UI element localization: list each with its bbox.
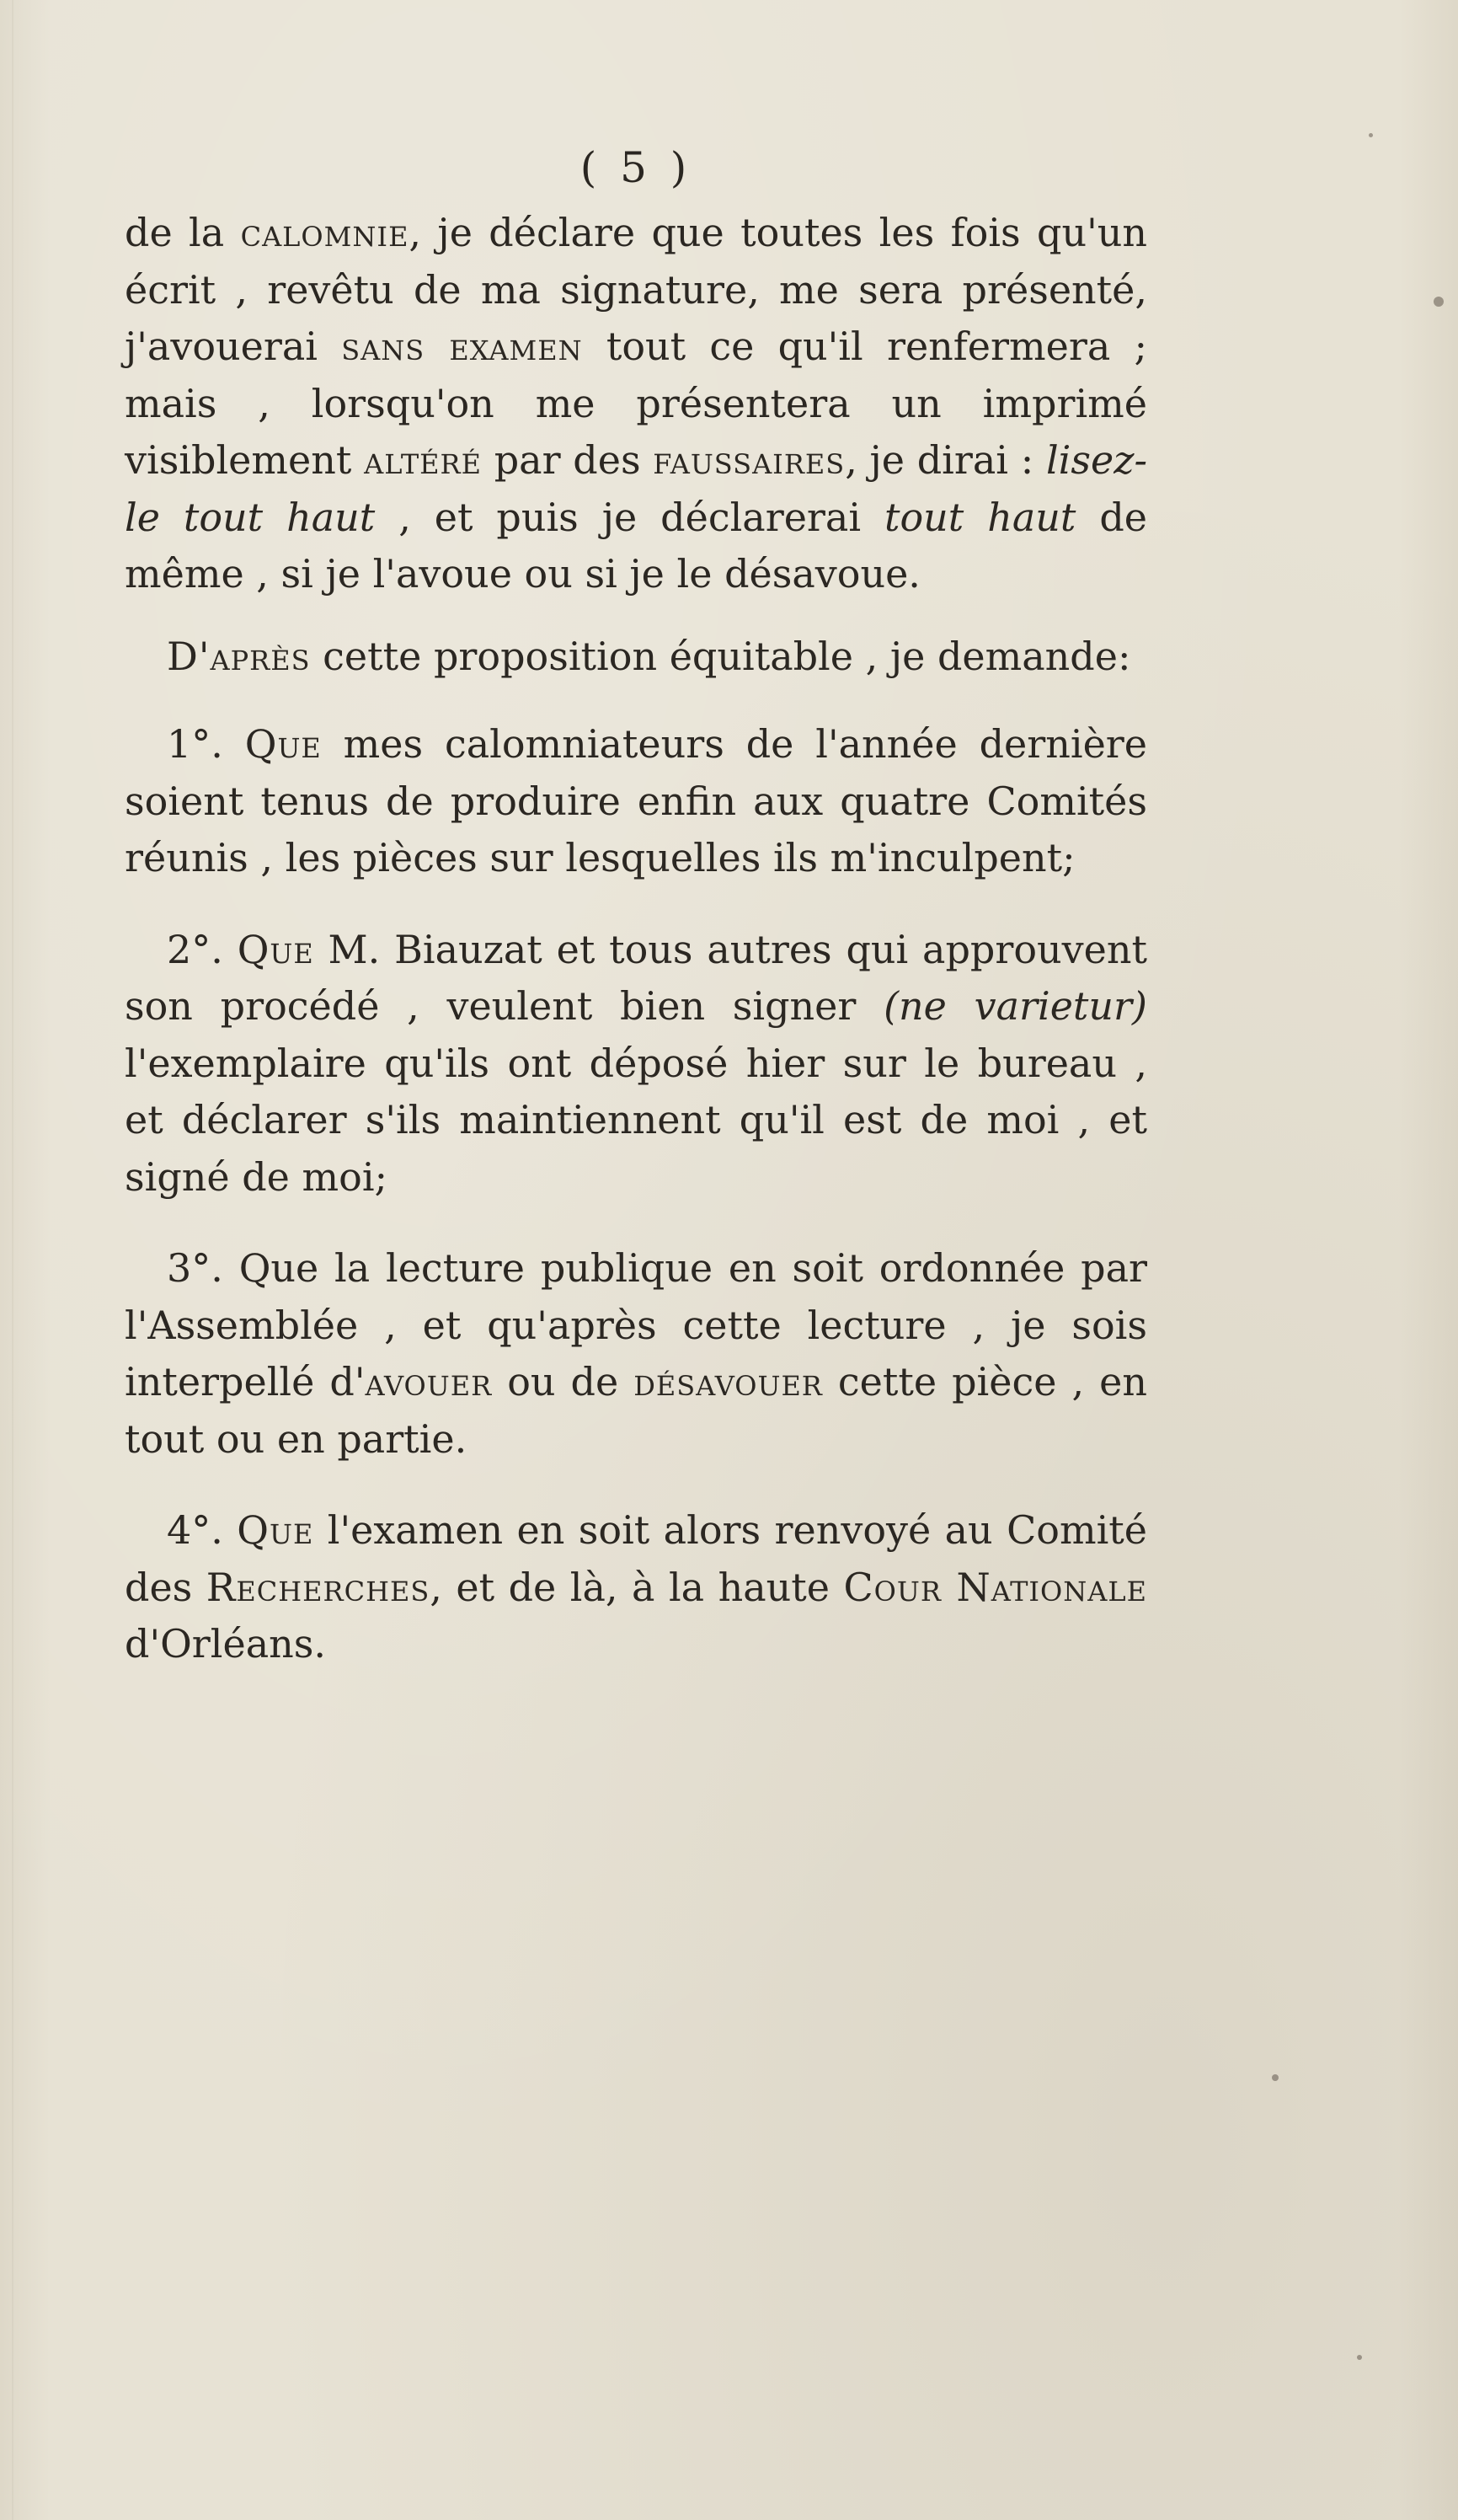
paragraph-demande bbox=[125, 629, 1147, 686]
small-caps-text: Que bbox=[237, 926, 314, 972]
text-run: , et puis je déclarerai bbox=[375, 494, 884, 540]
text-run: l'exemplaire qu'ils ont déposé hier sur le bureau , et déclarer s'ils maintiennent qu'il est de moi , et signé de moi; bbox=[125, 1040, 1147, 1200]
small-caps-text: calomnie bbox=[240, 210, 409, 255]
small-caps-text: Cour Nationale bbox=[843, 1564, 1148, 1610]
text-run: l'examen en soit alors renvoyé au Comité des bbox=[125, 1507, 1147, 1610]
text-run: , je déclare que toutes les fois qu'un écrit , revêtu de ma signature, me sera présenté, j'avouerai bbox=[125, 210, 1147, 369]
text-run: 1°. bbox=[167, 721, 245, 767]
paper-speck bbox=[1369, 133, 1373, 137]
text-run: de même , si je l'avoue ou si je le désavoue. bbox=[125, 494, 1147, 597]
small-caps-text: Recherches bbox=[206, 1564, 430, 1610]
paper-speck bbox=[1434, 297, 1444, 307]
text-run: , et de là, à la haute bbox=[430, 1564, 844, 1610]
paragraph-item-3 bbox=[125, 1240, 1147, 1468]
italic-text: tout haut bbox=[884, 494, 1076, 540]
text-run: , je dirai : bbox=[845, 437, 1046, 483]
body-text bbox=[125, 205, 1147, 1673]
text-run: 3°. Que la lecture publique en soit ordonnée par l'Assemblée , et qu'après cette lecture , je sois interpellé d' bbox=[125, 1245, 1147, 1404]
text-run: 4°. bbox=[167, 1507, 238, 1553]
paragraph-item-4 bbox=[125, 1502, 1147, 1673]
italic-text: (ne varietur) bbox=[884, 983, 1147, 1029]
small-caps-text: faussaires bbox=[653, 437, 846, 483]
text-run: mes calomniateurs de l'année dernière soient tenus de produire enfin aux quatre Comités réunis , les pièces sur lesquelles ils m'inculpent; bbox=[125, 721, 1147, 880]
page-edge-shading bbox=[12, 0, 13, 2520]
paper-speck bbox=[1272, 2074, 1279, 2081]
paper-speck bbox=[1357, 2355, 1362, 2360]
page-number: ( 5 ) bbox=[579, 143, 692, 192]
text-run: d'Orléans. bbox=[125, 1621, 327, 1667]
text-run: ou de bbox=[492, 1359, 634, 1404]
paragraph-item-2 bbox=[125, 922, 1147, 1206]
small-caps-text: altéré bbox=[364, 437, 482, 483]
text-run: cette pièce , en tout ou en partie. bbox=[125, 1359, 1147, 1462]
small-caps-text: Que bbox=[244, 721, 322, 767]
text-run: par des bbox=[481, 437, 654, 483]
text-run: cette proposition équitable , je demande: bbox=[310, 633, 1131, 679]
paragraph-calomnie bbox=[125, 205, 1147, 603]
text-run: M. Biauzat et tous autres qui approuvent son procédé , veulent bien signer bbox=[125, 926, 1148, 1029]
small-caps-text: sans examen bbox=[341, 324, 583, 369]
paragraph-item-1 bbox=[125, 716, 1147, 887]
text-run: de la bbox=[125, 210, 241, 255]
text-run: 2°. bbox=[167, 926, 238, 972]
italic-text: lisez-le tout haut bbox=[125, 437, 1147, 540]
small-caps-text: D'après bbox=[167, 633, 311, 679]
small-caps-text: Que bbox=[237, 1507, 314, 1553]
small-caps-text: désavouer bbox=[633, 1359, 823, 1404]
text-run: tout ce qu'il renfermera ; mais , lorsqu'on me présentera un imprimé visiblement bbox=[125, 324, 1148, 483]
small-caps-text: avouer bbox=[365, 1359, 493, 1404]
